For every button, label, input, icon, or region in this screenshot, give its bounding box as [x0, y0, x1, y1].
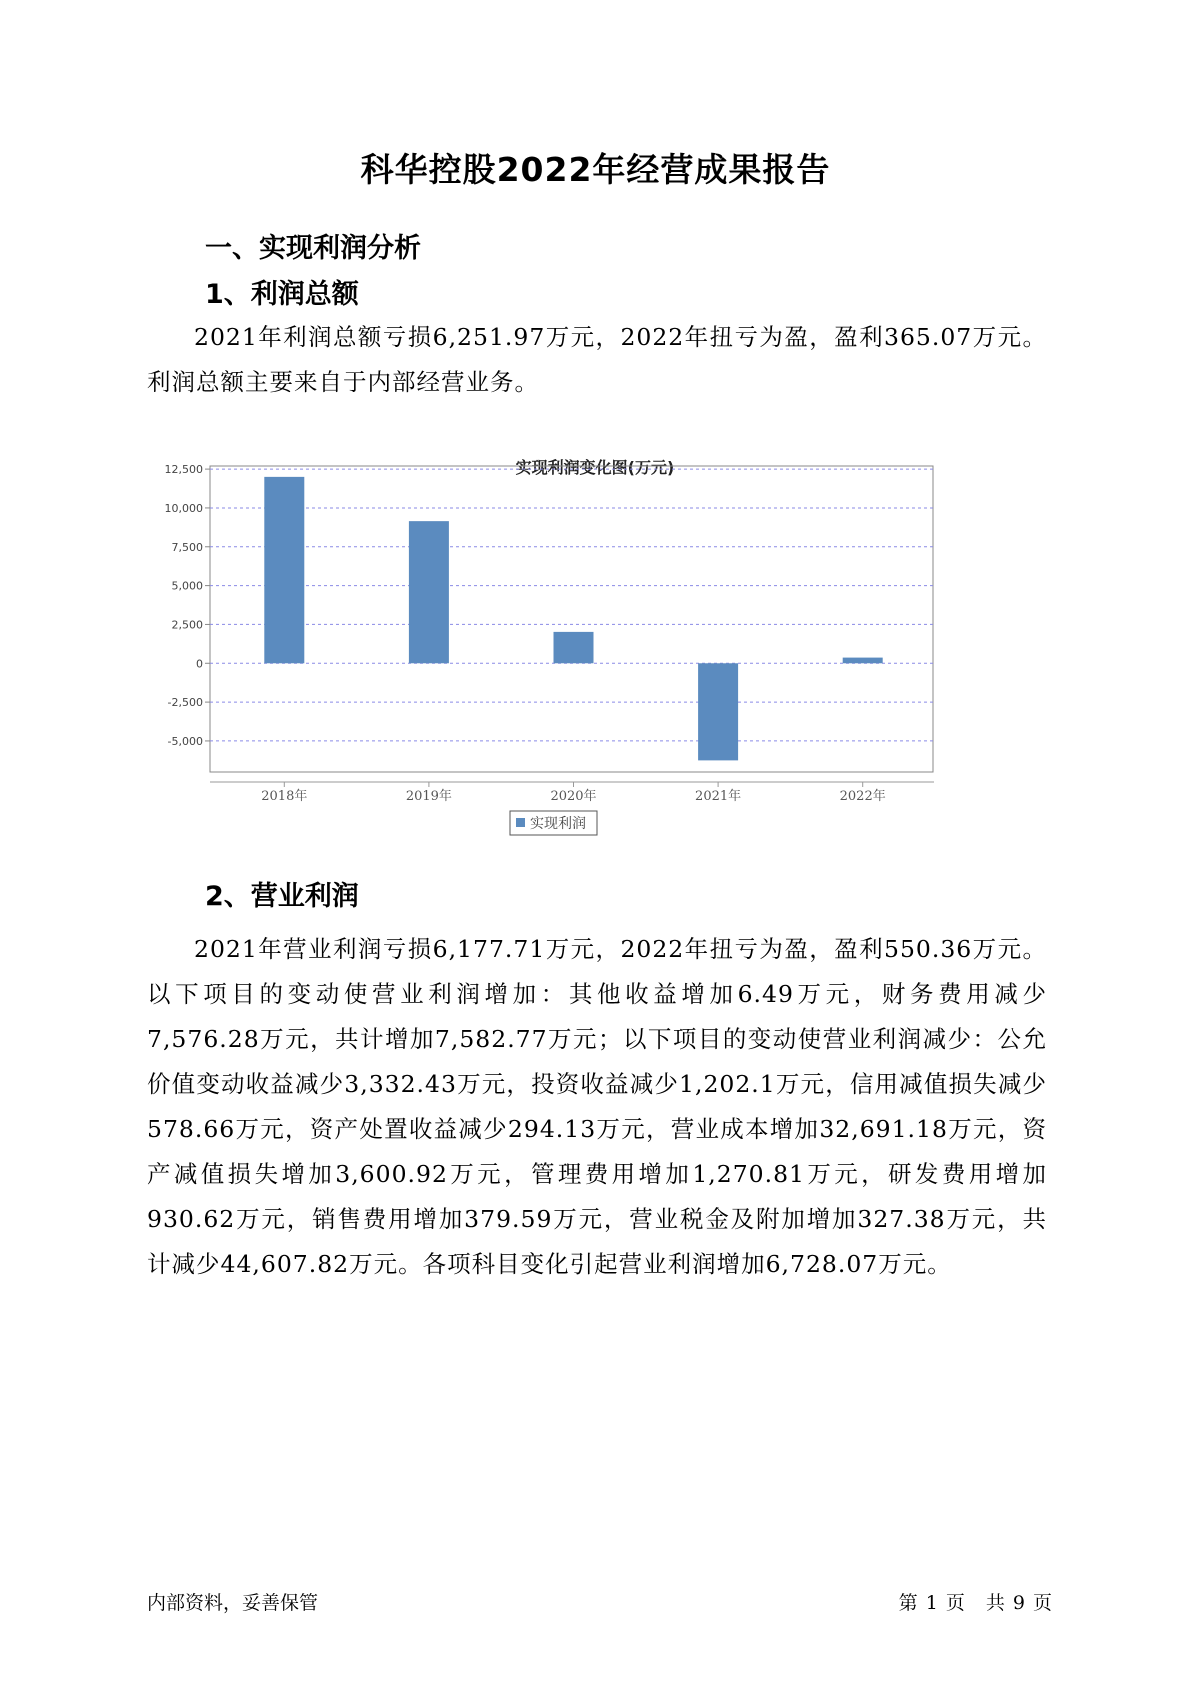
y-tick-label: 7,500 — [171, 540, 203, 554]
bar — [698, 663, 738, 760]
section-heading: 一、实现利润分析 — [205, 233, 421, 264]
bar — [409, 521, 449, 663]
chart-legend — [510, 811, 597, 835]
y-tick-label: 2,500 — [171, 618, 203, 632]
subsection-heading-operating-profit: 2、营业利润 — [205, 881, 359, 912]
plot-area — [210, 466, 933, 772]
page-title: 科华控股2022年经营成果报告 — [360, 150, 831, 189]
bar — [843, 658, 883, 664]
bar — [554, 632, 594, 663]
paragraph-operating-profit: 2021年营业利润亏损6,177.71万元，2022年扭亏为盈，盈利550.36万元。以下项目的变动使营业利润增加：其他收益增加6.49万元，财务费用减少7,576.28万元，共计增加7,582.77万元；以下项目的变动使营业利润减少：公允价值变动收益减少3,332.43万元，投资收益减少1,202.1万元，信用减值损失减少578.66万元，资产处置收益减少294.13万元，营业成本增加32,691.18万元，资产减值损失增加3,600.92万元，管理费用增加1,270.81万元，研发费用增加930.62万元，销售费用增加379.59万元，营业税金及附加增加327.38万元，共计减少44,607.82万元。各项科目变化引起营业利润增加6,728.07万元。 — [147, 935, 1047, 1278]
y-tick-label: 5,000 — [171, 579, 203, 593]
x-tick-label: 2020年 — [550, 789, 597, 804]
legend-label: 实现利润 — [530, 816, 586, 832]
x-tick-label: 2018年 — [261, 789, 308, 804]
x-tick-label: 2021年 — [695, 789, 742, 804]
profit-bar-chart — [150, 452, 1050, 852]
footer-confidential-note: 内部资料，妥善保管 — [147, 1592, 319, 1614]
y-tick-label: 10,000 — [164, 501, 203, 515]
y-tick-label: 12,500 — [164, 463, 203, 477]
y-tick-label: -2,500 — [167, 696, 203, 710]
paragraph-total-profit: 2021年利润总额亏损6,251.97万元，2022年扭亏为盈，盈利365.07万元。利润总额主要来自于内部经营业务。 — [147, 323, 1047, 396]
x-tick-label: 2022年 — [839, 789, 886, 804]
x-tick-label: 2019年 — [405, 789, 452, 804]
subsection-heading-total-profit: 1、利润总额 — [205, 279, 359, 310]
legend-swatch — [516, 818, 525, 827]
chart-title: 实现利润变化图(万元) — [515, 458, 675, 477]
footer-page-number: 第 1 页 共 9 页 — [898, 1592, 1053, 1614]
y-tick-label: -5,000 — [167, 734, 203, 748]
y-tick-label: 0 — [196, 657, 203, 671]
bar — [264, 477, 304, 663]
